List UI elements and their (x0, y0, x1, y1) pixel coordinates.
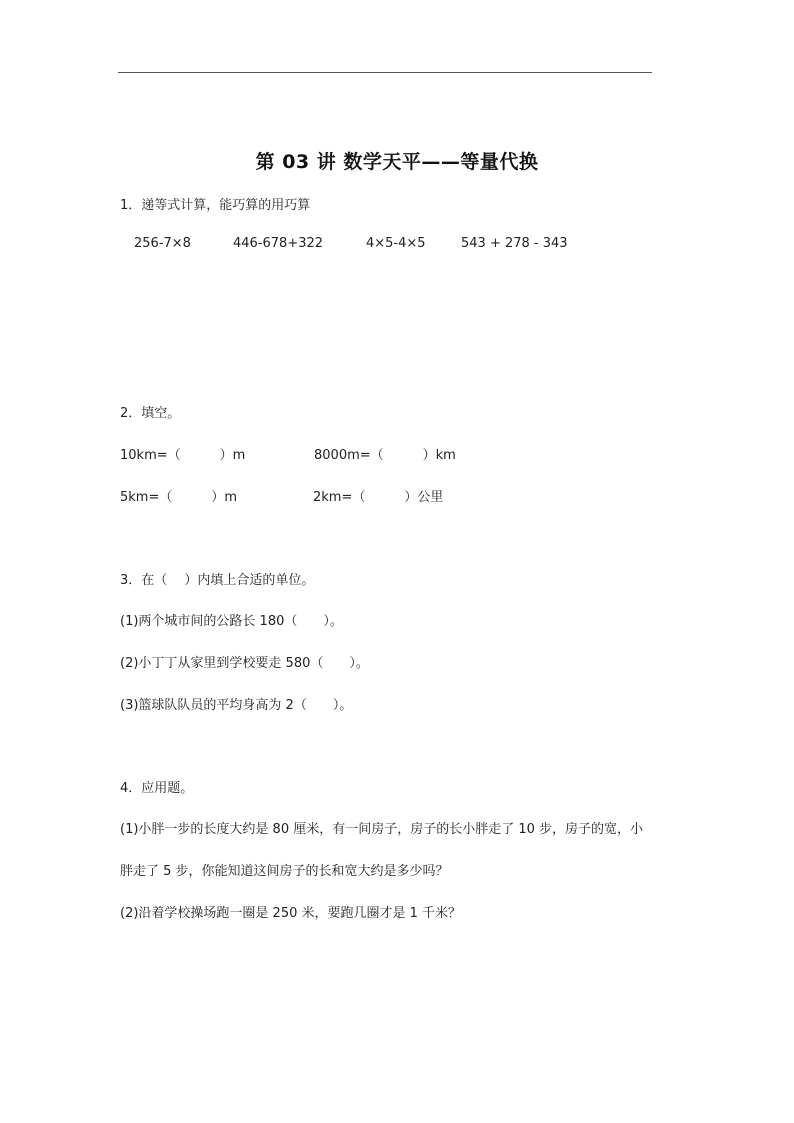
question-4-prompt: 4．应用题。 (120, 781, 194, 796)
expression-1: 256-7×8 (134, 236, 191, 251)
expression-4: 543 + 278 - 343 (461, 236, 568, 251)
question-3-item-3: (3)篮球队队员的平均身高为 2（ ）。 (120, 698, 353, 713)
header-rule (118, 72, 652, 73)
fill-blank-3: 5km=（ ）m (120, 490, 238, 505)
question-3-prompt: 3．在（ ）内填上合适的单位。 (120, 573, 315, 588)
expression-3: 4×5-4×5 (366, 236, 426, 251)
question-4-item-1-line-2: 胖走了 5 步，你能知道这间房子的长和宽大约是多少吗？ (120, 864, 449, 879)
question-3-item-1: (1)两个城市间的公路长 180（ ）。 (120, 614, 343, 629)
expression-2: 446-678+322 (233, 236, 324, 251)
fill-blank-2: 8000m=（ ）km (314, 448, 456, 463)
page-title: 第 03 讲 数学天平——等量代换 (255, 151, 539, 173)
question-4-item-2: (2)沿着学校操场跑一圈是 250 米，要跑几圈才是 1 千米？ (120, 906, 462, 921)
fill-blank-1: 10km=（ ）m (120, 448, 246, 463)
question-3-item-2: (2)小丁丁从家里到学校要走 580（ ）。 (120, 656, 369, 671)
fill-blank-4: 2km=（ ）公里 (313, 490, 444, 505)
question-2-prompt: 2．填空。 (120, 406, 181, 421)
question-4-item-1-line-1: (1)小胖一步的长度大约是 80 厘米，有一间房子，房子的长小胖走了 10 步，房子的宽，小 (120, 822, 644, 837)
question-1-prompt: 1．递等式计算，能巧算的用巧算 (120, 198, 311, 213)
